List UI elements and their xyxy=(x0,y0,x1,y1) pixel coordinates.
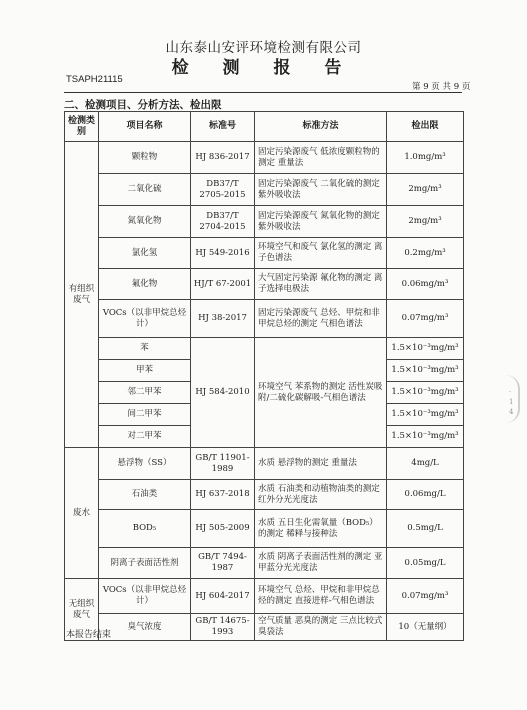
header-rule xyxy=(64,92,462,93)
category-cell: 无组织废气 xyxy=(65,579,99,641)
table-row xyxy=(65,448,464,480)
header-item: 项目名称 xyxy=(99,112,191,142)
detection-limit: 10（无量纲） xyxy=(387,614,464,641)
detection-limit: 2mg/m³ xyxy=(387,206,464,238)
method-text: 固定污染源废气 二氧化硫的测定 紫外吸收法 xyxy=(255,174,387,206)
table-row xyxy=(65,548,464,579)
item-name: 间二甲苯 xyxy=(99,404,191,426)
detection-limit: 0.05mg/L xyxy=(387,548,464,579)
standard-no: HJ 604-2017 xyxy=(191,579,255,614)
item-name: 石油类 xyxy=(99,480,191,510)
method-text: 空气质量 恶臭的测定 三点比较式臭袋法 xyxy=(255,614,387,641)
detection-limit: 1.5×10⁻³mg/m³ xyxy=(387,404,464,426)
method-text: 水质 阴离子表面活性剂的测定 亚甲蓝分光光度法 xyxy=(255,548,387,579)
item-name: 对二甲苯 xyxy=(99,426,191,448)
method-text: 水质 悬浮物的测定 重量法 xyxy=(255,448,387,480)
method-text: 固定污染源废气 总烃、甲烷和非甲烷总烃的测定 气相色谱法 xyxy=(255,300,387,338)
item-name: VOCs（以非甲烷总烃计） xyxy=(99,300,191,338)
item-name: 悬浮物（SS） xyxy=(99,448,191,480)
header-method: 标准方法 xyxy=(255,112,387,142)
edge-mark: · xyxy=(509,388,512,396)
table-row xyxy=(65,300,464,338)
item-name: 阴离子表面活性剂 xyxy=(99,548,191,579)
standard-no: DB37/T 2705-2015 xyxy=(191,174,255,206)
table-row xyxy=(65,269,464,300)
edge-mark: 4 xyxy=(509,408,514,416)
detection-limit: 2mg/m³ xyxy=(387,174,464,206)
standard-no: GB/T 14675-1993 xyxy=(191,614,255,641)
item-name: 邻二甲苯 xyxy=(99,382,191,404)
standard-no: HJ 637-2018 xyxy=(191,480,255,510)
item-name: 甲苯 xyxy=(99,360,191,382)
method-text: 环境空气 苯系物的测定 活性炭吸附/二硫化碳解吸-气相色谱法 xyxy=(255,338,387,448)
table-row xyxy=(65,142,464,174)
report-end-note: 本报告结束 xyxy=(66,630,112,640)
standard-no: HJ 38-2017 xyxy=(191,300,255,338)
page-indicator: 第 9 页 共 9 页 xyxy=(412,82,471,92)
table-row xyxy=(65,206,464,238)
section-title: 二、检测项目、分析方法、检出限 xyxy=(64,99,222,111)
header-limit: 检出限 xyxy=(387,112,464,142)
item-name: 臭气浓度 xyxy=(99,614,191,641)
test-methods-table xyxy=(64,111,464,641)
category-cell: 废水 xyxy=(65,448,99,579)
detection-limit: 0.07mg/m³ xyxy=(387,300,464,338)
table-row xyxy=(65,338,464,360)
detection-limit: 0.06mg/L xyxy=(387,480,464,510)
table-row xyxy=(65,579,464,614)
table-row xyxy=(65,238,464,269)
item-name: 苯 xyxy=(99,338,191,360)
header-category: 检测类别 xyxy=(65,112,99,142)
standard-no: GB/T 11901-1989 xyxy=(191,448,255,480)
table-row xyxy=(65,510,464,548)
table-header-row xyxy=(65,112,464,142)
detection-limit: 4mg/L xyxy=(387,448,464,480)
item-name: VOCs（以非甲烷总烃计） xyxy=(99,579,191,614)
report-number: TSAPH21115 xyxy=(66,74,123,85)
detection-limit: 0.07mg/m³ xyxy=(387,579,464,614)
method-text: 固定污染源废气 低浓度颗粒物的测定 重量法 xyxy=(255,142,387,174)
standard-no: HJ 505-2009 xyxy=(191,510,255,548)
standard-no: HJ/T 67-2001 xyxy=(191,269,255,300)
table-row xyxy=(65,614,464,641)
standard-no: GB/T 7494-1987 xyxy=(191,548,255,579)
standard-no: HJ 549-2016 xyxy=(191,238,255,269)
detection-limit: 0.06mg/m³ xyxy=(387,269,464,300)
method-text: 环境空气 总烃、甲烷和非甲烷总烃的测定 直接进样-气相色谱法 xyxy=(255,579,387,614)
method-text: 水质 五日生化需氧量（BOD₅）的测定 稀释与接种法 xyxy=(255,510,387,548)
detection-limit: 1.5×10⁻³mg/m³ xyxy=(387,426,464,448)
item-name: 氟化物 xyxy=(99,269,191,300)
company-name: 山东泰山安评环境检测有限公司 xyxy=(165,40,362,56)
detection-limit: 1.5×10⁻³mg/m³ xyxy=(387,382,464,404)
item-name: 氯化氢 xyxy=(99,238,191,269)
item-name: 颗粒物 xyxy=(99,142,191,174)
standard-no: HJ 836-2017 xyxy=(191,142,255,174)
detection-limit: 0.2mg/m³ xyxy=(387,238,464,269)
method-text: 大气固定污染源 氟化物的测定 离子选择电极法 xyxy=(255,269,387,300)
item-name: 氮氧化物 xyxy=(99,206,191,238)
category-cell: 有组织废气 xyxy=(65,142,99,448)
item-name: 二氧化硫 xyxy=(99,174,191,206)
report-title: 检 测 报 告 xyxy=(171,58,356,78)
detection-limit: 1.5×10⁻³mg/m³ xyxy=(387,360,464,382)
standard-no: DB37/T 2704-2015 xyxy=(191,206,255,238)
header-standard: 标准号 xyxy=(191,112,255,142)
table-row xyxy=(65,480,464,510)
detection-limit: 1.5×10⁻³mg/m³ xyxy=(387,338,464,360)
detection-limit: 1.0mg/m³ xyxy=(387,142,464,174)
standard-no: HJ 584-2010 xyxy=(191,338,255,448)
item-name: BOD₅ xyxy=(99,510,191,548)
method-text: 环境空气和废气 氯化氢的测定 离子色谱法 xyxy=(255,238,387,269)
edge-mark: 1 xyxy=(509,398,514,406)
method-text: 水质 石油类和动植物油类的测定 红外分光光度法 xyxy=(255,480,387,510)
method-text: 固定污染源废气 氮氧化物的测定 紫外吸收法 xyxy=(255,206,387,238)
detection-limit: 0.5mg/L xyxy=(387,510,464,548)
table-row xyxy=(65,174,464,206)
